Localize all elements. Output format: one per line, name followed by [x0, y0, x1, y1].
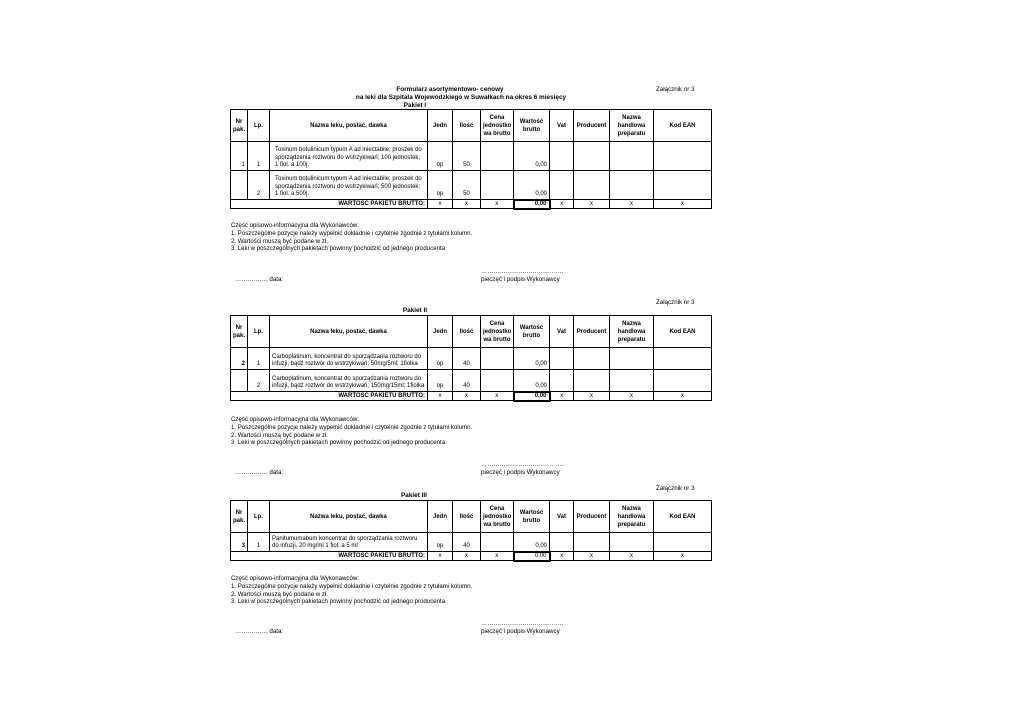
header-producent: Producent — [574, 501, 610, 533]
table-row — [231, 171, 712, 200]
cell-kod-ean — [654, 171, 712, 200]
total-x: x — [550, 552, 574, 561]
notes-line: 2. Wartości muszą być podane w zł. — [231, 237, 328, 245]
cell-lp: 2 — [248, 370, 270, 392]
cell-wartosc: 0,00 — [514, 348, 550, 370]
header-vat: Vat — [550, 501, 574, 533]
header-jedn: Jedn — [428, 501, 453, 533]
cell-cena — [481, 370, 514, 392]
header-cena: Cena jednostko wa brutto — [481, 501, 514, 533]
cell-vat — [550, 370, 574, 392]
cell-name: Carboplatinum, koncentrat do sporządzania roztworu do infuzji, bądź roztwór do wstrzykiwań; 150mg/15ml; 1fiolka — [270, 370, 428, 392]
header-kod-ean: Kod EAN — [654, 501, 712, 533]
cell-nr-pak — [231, 370, 248, 392]
cell-ilosc: 40 — [453, 348, 481, 370]
cell-nr-pak — [231, 171, 248, 200]
table-row — [231, 370, 712, 392]
cell-vat — [550, 171, 574, 200]
total-x: x — [481, 392, 514, 401]
cell-kod-ean — [654, 348, 712, 370]
notes-block-3 — [231, 575, 472, 606]
header-lp: Lp. — [248, 501, 270, 533]
cell-jedn: op — [428, 142, 453, 171]
cell-producent — [574, 533, 610, 552]
header-nazwa-handlowa: Nazwa handlowa preparatu — [610, 316, 654, 348]
notes-line: 1. Poszczególne pozycje należy wypełnić dokładnie i czytelnie zgodnie z tytułami kolumn. — [231, 423, 473, 431]
table-row — [231, 142, 712, 171]
notes-block-2 — [231, 416, 472, 447]
total-x: x — [453, 200, 481, 209]
header-lp: Lp. — [248, 316, 270, 348]
notes-block-1 — [231, 222, 472, 253]
notes-line: Część opisowo-informacyjna dla Wykonawców: — [231, 222, 359, 229]
notes-line: 2. Wartości muszą być podane w zł. — [231, 431, 328, 439]
pakiet-1-table — [230, 109, 712, 210]
total-x: x — [428, 200, 453, 209]
form-title-line2: na leki dla Szpitala Wojewódzkiego w Suwałkach na okres 6 miesięcy — [355, 94, 567, 101]
cell-producent — [574, 171, 610, 200]
table-row — [231, 533, 712, 552]
notes-line: 2. Wartości muszą być podane w zł. — [231, 590, 328, 598]
header-cena: Cena jednostko wa brutto — [481, 316, 514, 348]
signature-label-2: pieczęć i podpis Wykonawcy — [481, 469, 560, 476]
cell-cena — [481, 171, 514, 200]
date-field-1: ……………. data: — [235, 276, 284, 283]
cell-wartosc: 0,00 — [514, 171, 550, 200]
table-header-row — [231, 316, 712, 348]
cell-nr-pak: 1 — [231, 142, 248, 171]
header-nr-pak: Nr pak. — [231, 501, 248, 533]
pakiet-2-title: Pakiet II — [402, 307, 428, 314]
total-x: x — [550, 200, 574, 209]
total-x: x — [654, 200, 712, 209]
header-vat: Vat — [550, 316, 574, 348]
header-wartosc: Wartość brutto — [514, 316, 550, 348]
header-nr-pak: Nr pak. — [231, 316, 248, 348]
cell-nazwa-handlowa — [610, 370, 654, 392]
zalacznik-2: Załącznik nr 3 — [656, 299, 695, 306]
signature-dots-1: …………………………………. — [481, 268, 564, 275]
header-nazwa: Nazwa leku, postać, dawka — [270, 110, 428, 142]
header-nazwa: Nazwa leku, postać, dawka — [270, 501, 428, 533]
notes-line: Część opisowo-informacyjna dla Wykonawców: — [231, 575, 359, 582]
total-x: x — [574, 392, 610, 401]
signature-label-1: pieczęć i podpis Wykonawcy — [481, 276, 560, 283]
total-x: x — [610, 552, 654, 561]
signature-label-3: pieczęć i podpis Wykonawcy — [481, 628, 560, 635]
total-x: x — [453, 392, 481, 401]
cell-vat — [550, 142, 574, 171]
total-row — [231, 200, 712, 209]
cell-cena — [481, 533, 514, 552]
date-field-2: ……………. data: — [235, 469, 284, 476]
notes-line: 1. Poszczególne pozycje należy wypełnić dokładnie i czytelnie zgodnie z tytułami kolumn. — [231, 229, 473, 237]
cell-nazwa-handlowa — [610, 171, 654, 200]
cell-lp: 2 — [248, 171, 270, 200]
notes-line: 3. Leki w poszczególnych pakietach powinny pochodzić od jednego producenta — [231, 439, 446, 447]
cell-lp: 1 — [248, 533, 270, 552]
total-x: x — [453, 552, 481, 561]
cell-ilosc: 50 — [453, 142, 481, 171]
total-x: x — [428, 552, 453, 561]
cell-nr-pak: 3 — [231, 533, 248, 552]
notes-line: 1. Poszczególne pozycje należy wypełnić dokładnie i czytelnie zgodnie z tytułami kolumn. — [231, 582, 473, 590]
total-row — [231, 552, 712, 561]
cell-nazwa-handlowa — [610, 348, 654, 370]
cell-producent — [574, 142, 610, 171]
total-x: x — [428, 392, 453, 401]
cell-producent — [574, 370, 610, 392]
header-kod-ean: Kod EAN — [654, 110, 712, 142]
cell-name: Toxinum botulinicum typum A ad iniectabile; proszek do sporządzenia roztworu do wstrzykiwań; 100 jednostek; 1 fiol. a 100j. — [270, 142, 428, 171]
total-x: x — [654, 552, 712, 561]
total-x: x — [481, 552, 514, 561]
header-nr-pak: Nr pak. — [231, 110, 248, 142]
pakiet-1-title: Pakiet I — [403, 102, 427, 109]
cell-ilosc: 40 — [453, 533, 481, 552]
total-row — [231, 392, 712, 401]
cell-kod-ean — [654, 142, 712, 171]
cell-name: Carboplatinum, koncentrat do sporządzania roztworu do infuzji, bądź roztwór do wstrzykiwań; 50mg/5ml; 1fiolka — [270, 348, 428, 370]
total-x: x — [654, 392, 712, 401]
date-field-3: ……………. data: — [235, 628, 284, 635]
header-ilosc: Ilość — [453, 501, 481, 533]
header-producent: Producent — [574, 316, 610, 348]
cell-kod-ean — [654, 370, 712, 392]
cell-ilosc: 50 — [453, 171, 481, 200]
header-jedn: Jedn — [428, 110, 453, 142]
header-vat: Vat — [550, 110, 574, 142]
header-nazwa: Nazwa leku, postać, dawka — [270, 316, 428, 348]
pakiet-3-title: Pakiet III — [401, 492, 427, 499]
pakiet-3-table — [230, 500, 712, 562]
header-nazwa-handlowa: Nazwa handlowa preparatu — [610, 110, 654, 142]
cell-wartosc: 0,00 — [514, 533, 550, 552]
table-header-row — [231, 110, 712, 142]
header-nazwa-handlowa: Nazwa handlowa preparatu — [610, 501, 654, 533]
notes-line: 3. Leki w poszczególnych pakietach powinny pochodzić od jednego producenta — [231, 245, 446, 253]
total-label: WARTOŚĆ PAKIETU BRUTTO: — [231, 200, 428, 209]
cell-lp: 1 — [248, 348, 270, 370]
total-x: x — [481, 200, 514, 209]
total-value: 0,00 — [514, 552, 550, 561]
cell-lp: 1 — [248, 142, 270, 171]
table-header-row — [231, 501, 712, 533]
notes-line: 3. Leki w poszczególnych pakietach powinny pochodzić od jednego producenta — [231, 598, 446, 606]
cell-cena — [481, 348, 514, 370]
cell-ilosc: 40 — [453, 370, 481, 392]
header-cena: Cena jednostko wa brutto — [481, 110, 514, 142]
total-x: x — [610, 392, 654, 401]
cell-cena — [481, 142, 514, 171]
zalacznik-1: Załącznik nr 3 — [656, 86, 695, 93]
total-label: WARTOŚĆ PAKIETU BRUTTO: — [231, 392, 428, 401]
cell-wartosc: 0,00 — [514, 370, 550, 392]
total-x: x — [574, 200, 610, 209]
cell-producent — [574, 348, 610, 370]
notes-line: Część opisowo-informacyjna dla Wykonawców: — [231, 416, 359, 423]
zalacznik-3: Załącznik nr 3 — [656, 485, 695, 492]
cell-vat — [550, 348, 574, 370]
total-value: 0,00 — [514, 392, 550, 401]
total-value: 0,00 — [514, 200, 550, 209]
cell-wartosc: 0,00 — [514, 142, 550, 171]
pakiet-2-table — [230, 315, 712, 402]
header-jedn: Jedn — [428, 316, 453, 348]
header-wartosc: Wartość brutto — [514, 110, 550, 142]
cell-name: Panitumumabum koncentrat do sporządzania roztworu do infuzji, 20 mg/ml 1 fiol. a 5 ml — [270, 533, 428, 552]
cell-nr-pak: 2 — [231, 348, 248, 370]
header-ilosc: Ilość — [453, 316, 481, 348]
header-kod-ean: Kod EAN — [654, 316, 712, 348]
total-label: WARTOŚĆ PAKIETU BRUTTO: — [231, 552, 428, 561]
table-row — [231, 348, 712, 370]
header-producent: Producent — [574, 110, 610, 142]
total-x: x — [610, 200, 654, 209]
cell-nazwa-handlowa — [610, 533, 654, 552]
signature-dots-3: …………………………………. — [481, 620, 564, 627]
cell-nazwa-handlowa — [610, 142, 654, 171]
cell-kod-ean — [654, 533, 712, 552]
form-title-line1: Formularz asortymentowo- cenowy — [396, 86, 504, 93]
cell-jedn: op — [428, 171, 453, 200]
cell-name: Toxinum botulinicum typum A ad iniectabile; proszek do sporządzenia roztworu do wstrzykiwań; 500 jednostek; 1 fiol. a 500j. — [270, 171, 428, 200]
cell-jedn: op — [428, 533, 453, 552]
total-x: x — [574, 552, 610, 561]
cell-jedn: op — [428, 348, 453, 370]
signature-dots-2: …………………………………. — [481, 461, 564, 468]
cell-jedn: op — [428, 370, 453, 392]
header-wartosc: Wartość brutto — [514, 501, 550, 533]
cell-vat — [550, 533, 574, 552]
total-x: x — [550, 392, 574, 401]
header-ilosc: Ilość — [453, 110, 481, 142]
header-lp: Lp. — [248, 110, 270, 142]
